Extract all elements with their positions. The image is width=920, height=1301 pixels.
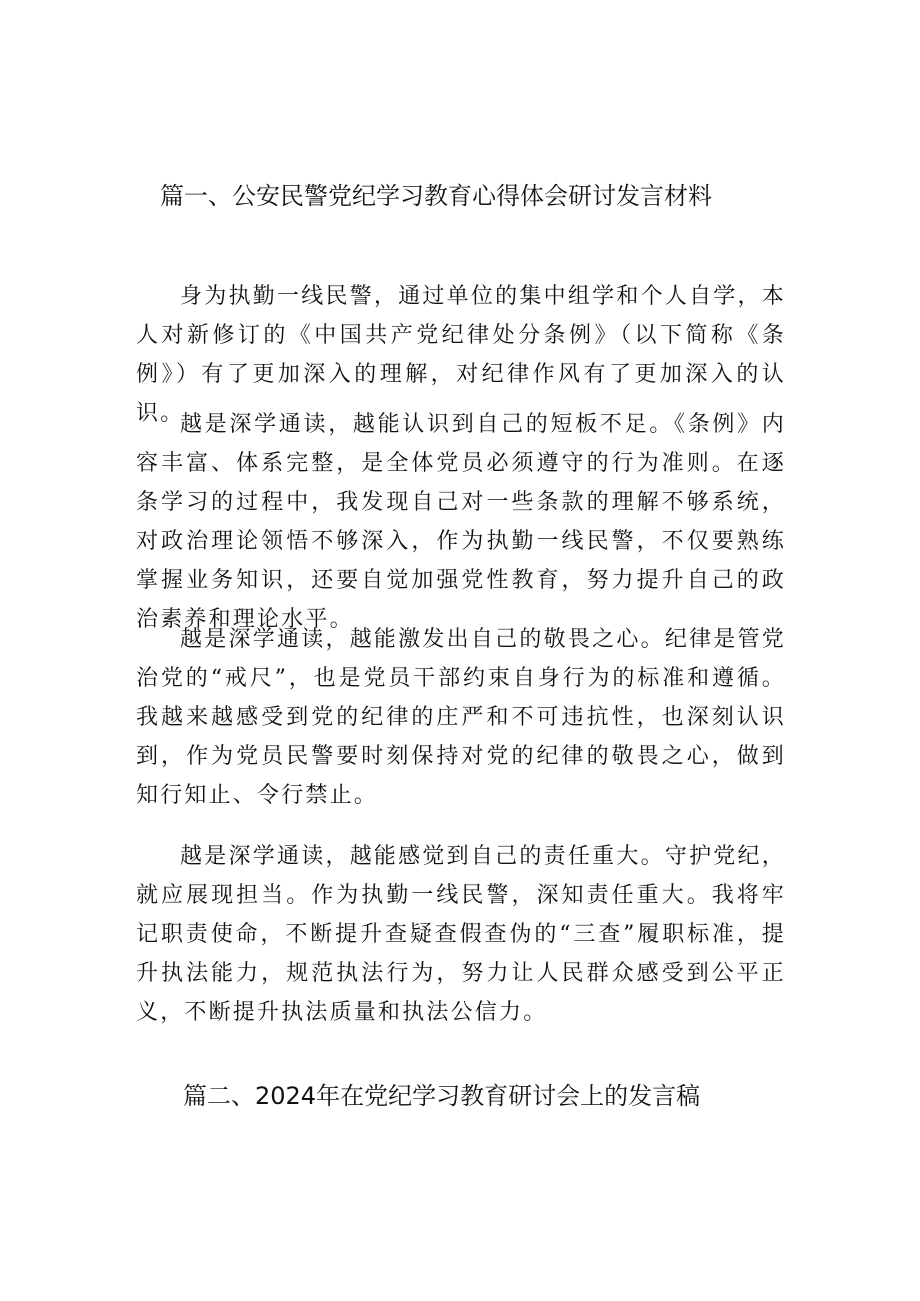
paragraph-text: 越是深学通读，越能感觉到自己的责任重大。守护党纪，就应展现担当。作为执勤一线民警，深知责任重大。我将牢记职责使命，不断提升查疑查假查伪的“三查”履职标准，提升执法能力，规范执法行为，努力让人民群众感受到公平正义，不断提升执法质量和执法公信力。	[136, 844, 786, 1025]
section-heading-1: 篇一、公安民警党纪学习教育心得体会研讨发言材料	[160, 182, 712, 210]
paragraph-text: 越是深学通读，越能激发出自己的敬畏之心。纪律是管党治党的“戒尺”，也是党员干部约束自身行为的标准和遵循。我越来越感受到党的纪律的庄严和不可违抗性，也深刻认识到，作为党员民警要时刻保持对党的纪律的敬畏之心，做到知行知止、令行禁止。	[136, 627, 786, 808]
section-heading-2: 篇二、2024年在党纪学习教育研讨会上的发言稿	[183, 1082, 701, 1110]
paragraph-text: 越是深学通读，越能认识到自己的短板不足。《条例》内容丰富、体系完整，是全体党员必须遵守的行为准则。在逐条学习的过程中，我发现自己对一些条款的理解不够系统，对政治理论领悟不够深入，作为执勤一线民警，不仅要熟练掌握业务知识，还要自觉加强党性教育，努力提升自己的政治素养和理论水平。	[136, 412, 786, 632]
body-paragraph-4	[136, 837, 786, 1032]
body-paragraph-3	[136, 620, 786, 815]
paragraph-text: 身为执勤一线民警，通过单位的集中组学和个人自学，本人对新修订的《中国共产党纪律处分条例》（以下简称《条例》）有了更加深入的理解，对纪律作风有了更加深入的认识。	[136, 284, 786, 426]
body-paragraph-2	[136, 405, 786, 639]
